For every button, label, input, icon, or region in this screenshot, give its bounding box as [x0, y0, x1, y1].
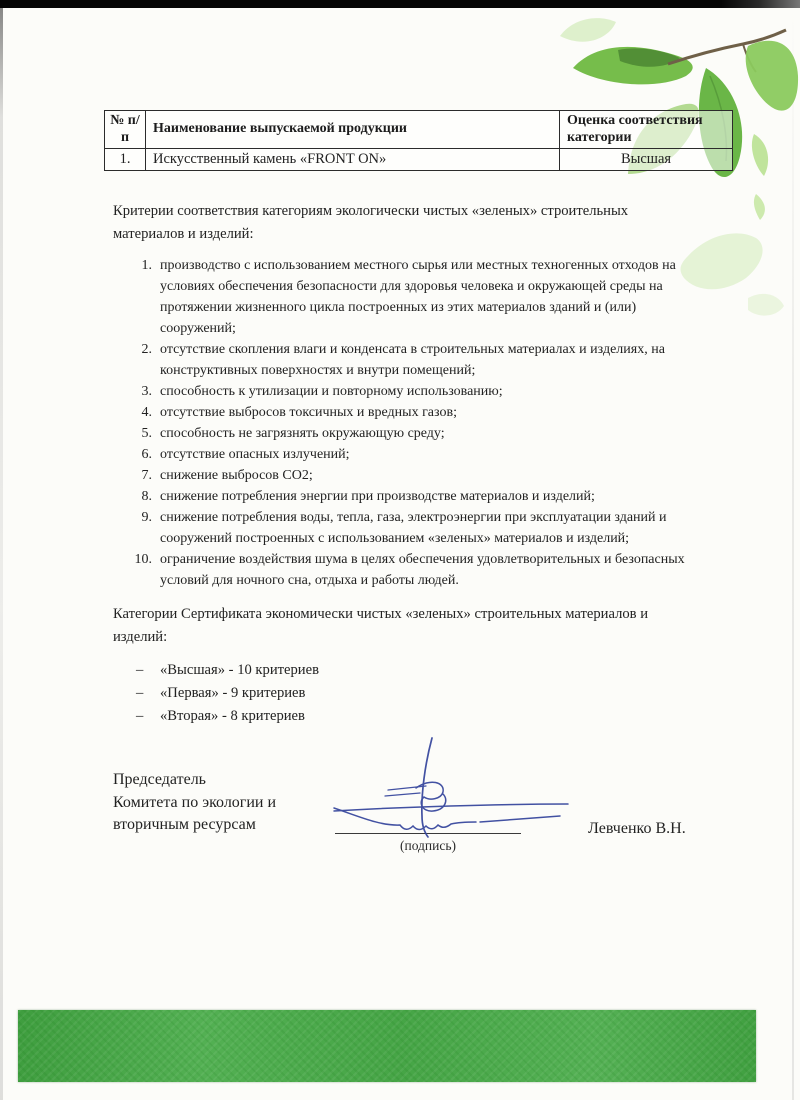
signature-caption: (подпись) — [399, 838, 457, 853]
cell-row-number: 1. — [105, 149, 146, 171]
signer-role-line-1: Председатель — [113, 771, 206, 788]
cell-rating-value: Высшая — [560, 149, 733, 171]
document-content — [104, 0, 744, 728]
signer-role-block — [113, 769, 276, 837]
criteria-item-2: отсутствие скопления влаги и конденсата в строительных материалах и изделиях, на конструктивных поверхностях и внутри помещений; — [160, 342, 665, 378]
header-cell-product-name: Наименование выпускаемой продукции — [146, 111, 560, 149]
table-row — [105, 149, 733, 171]
criteria-item-6: отсутствие опасных излучений; — [160, 447, 350, 462]
criteria-item-8: снижение потребления энергии при производстве материалов и изделий; — [160, 489, 595, 504]
criteria-numbered-list — [113, 255, 698, 591]
categories-intro-paragraph: Категории Сертификата экономически чистых «зеленых» строительных материалов и изделий: — [113, 606, 649, 645]
signer-role-line-2: Комитета по экологии и — [113, 793, 277, 811]
header-cell-number: № п/п — [105, 111, 146, 149]
criteria-intro-paragraph: Критерии соответствия категориям экологически чистых «зеленых» строительных материалов и изделий: — [113, 203, 629, 242]
criteria-item-9: снижение потребления воды, тепла, газа, электроэнергии при эксплуатации зданий и сооружений построенных с использованием «зеленых» материалов и изделий; — [160, 510, 667, 546]
signer-role-line-3: вторичным ресурсам — [113, 816, 256, 833]
criteria-item-7: снижение выбросов СО2; — [160, 468, 313, 483]
criteria-item-10: ограничение воздействия шума в целях обеспечения удовлетворительных и безопасных условий для ночного сна, отдыха и работы людей. — [160, 552, 685, 588]
footer-green-band — [18, 1010, 756, 1082]
category-item-second: – «Вторая» - 8 критериев — [160, 705, 680, 728]
criteria-item-5: способность не загрязнять окружающую среду; — [160, 426, 445, 441]
categories-dash-list — [113, 659, 680, 728]
scan-artifact-left-edge — [0, 8, 3, 1100]
table-header-row — [105, 111, 733, 149]
criteria-item-4: отсутствие выбросов токсичных и вредных газов; — [160, 405, 457, 420]
category-item-first: – «Первая» - 9 критериев — [160, 682, 680, 705]
cell-product-name: Искусственный камень «FRONT ON» — [146, 149, 560, 171]
criteria-item-1: производство с использованием местного сырья или местных техногенных отходов на условиях обеспечения безопасности для здоровья человека и окружающей среды на протяжении жизненного цикла построенных из этих материалов зданий и (или) сооружений; — [160, 258, 676, 336]
header-cell-rating: Оценка соответствия категории — [560, 111, 733, 149]
product-rating-table — [104, 110, 733, 171]
criteria-item-3: способность к утилизации и повторному использованию; — [160, 384, 503, 399]
signer-name: Левченко В.Н. — [588, 820, 686, 837]
handwritten-signature-ink — [330, 736, 580, 848]
category-item-highest: – «Высшая» - 10 критериев — [160, 659, 680, 682]
